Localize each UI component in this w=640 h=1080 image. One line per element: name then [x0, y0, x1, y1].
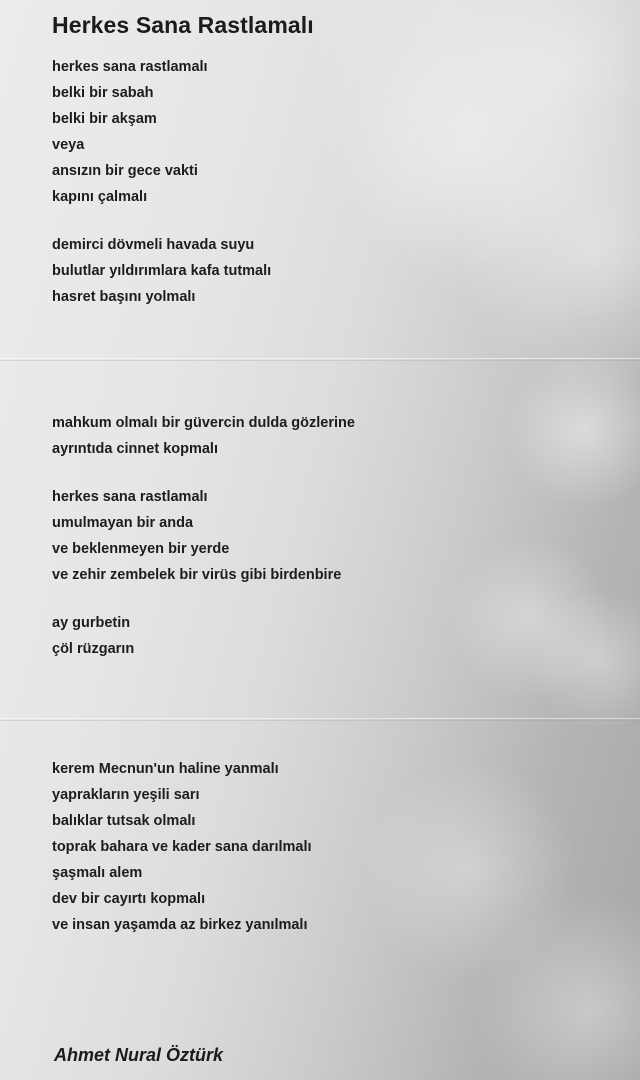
poem-author: Ahmet Nural Öztürk — [54, 1045, 224, 1065]
poem-line: çöl rüzgarın — [52, 641, 135, 657]
poem-line: demirci dövmeli havada suyu — [52, 237, 255, 253]
poem-line: toprak bahara ve kader sana darılmalı — [52, 839, 312, 855]
poem-line: dev bir cayırtı kopmalı — [52, 891, 206, 907]
poem-body — [52, 54, 592, 960]
poem-line: belki bir sabah — [52, 85, 154, 101]
poem-line: yaprakların yeşili sarı — [52, 787, 200, 803]
poem-line: veya — [52, 137, 85, 153]
stanza-6 — [52, 756, 592, 938]
poem-line: herkes sana rastlamalı — [52, 59, 208, 75]
stanza-gap — [52, 684, 592, 756]
poem-line: kerem Mecnun'un haline yanmalı — [52, 761, 279, 777]
poem-line: ayrıntıda cinnet kopmalı — [52, 441, 218, 457]
poem-line: ansızın bir gece vakti — [52, 163, 198, 179]
poem-line: ve beklenmeyen bir yerde — [52, 541, 230, 557]
poem-line: balıklar tutsak olmalı — [52, 813, 196, 829]
stanza-5 — [52, 610, 592, 662]
poem-line: ve insan yaşamda az birkez yanılmalı — [52, 917, 308, 933]
stanza-3 — [52, 410, 592, 462]
poem-line: hasret başını yolmalı — [52, 289, 196, 305]
poem-line: umulmayan bir anda — [52, 515, 194, 531]
poem-line: belki bir akşam — [52, 111, 157, 127]
poem-line: herkes sana rastlamalı — [52, 489, 208, 505]
poem-line: ay gurbetin — [52, 615, 131, 631]
stanza-gap — [52, 332, 592, 410]
page-title: Herkes Sana Rastlamalı — [52, 12, 314, 38]
poem-line: bulutlar yıldırımlara kafa tutmalı — [52, 263, 272, 279]
poem-line: ve zehir zembelek bir virüs gibi birdenbire — [52, 567, 342, 583]
stanza-4 — [52, 484, 592, 588]
poem-line: mahkum olmalı bir güvercin dulda gözlerine — [52, 415, 355, 431]
poem-line: şaşmalı alem — [52, 865, 143, 881]
poem-line: kapını çalmalı — [52, 189, 148, 205]
stanza-1 — [52, 54, 592, 210]
stanza-2 — [52, 232, 592, 310]
